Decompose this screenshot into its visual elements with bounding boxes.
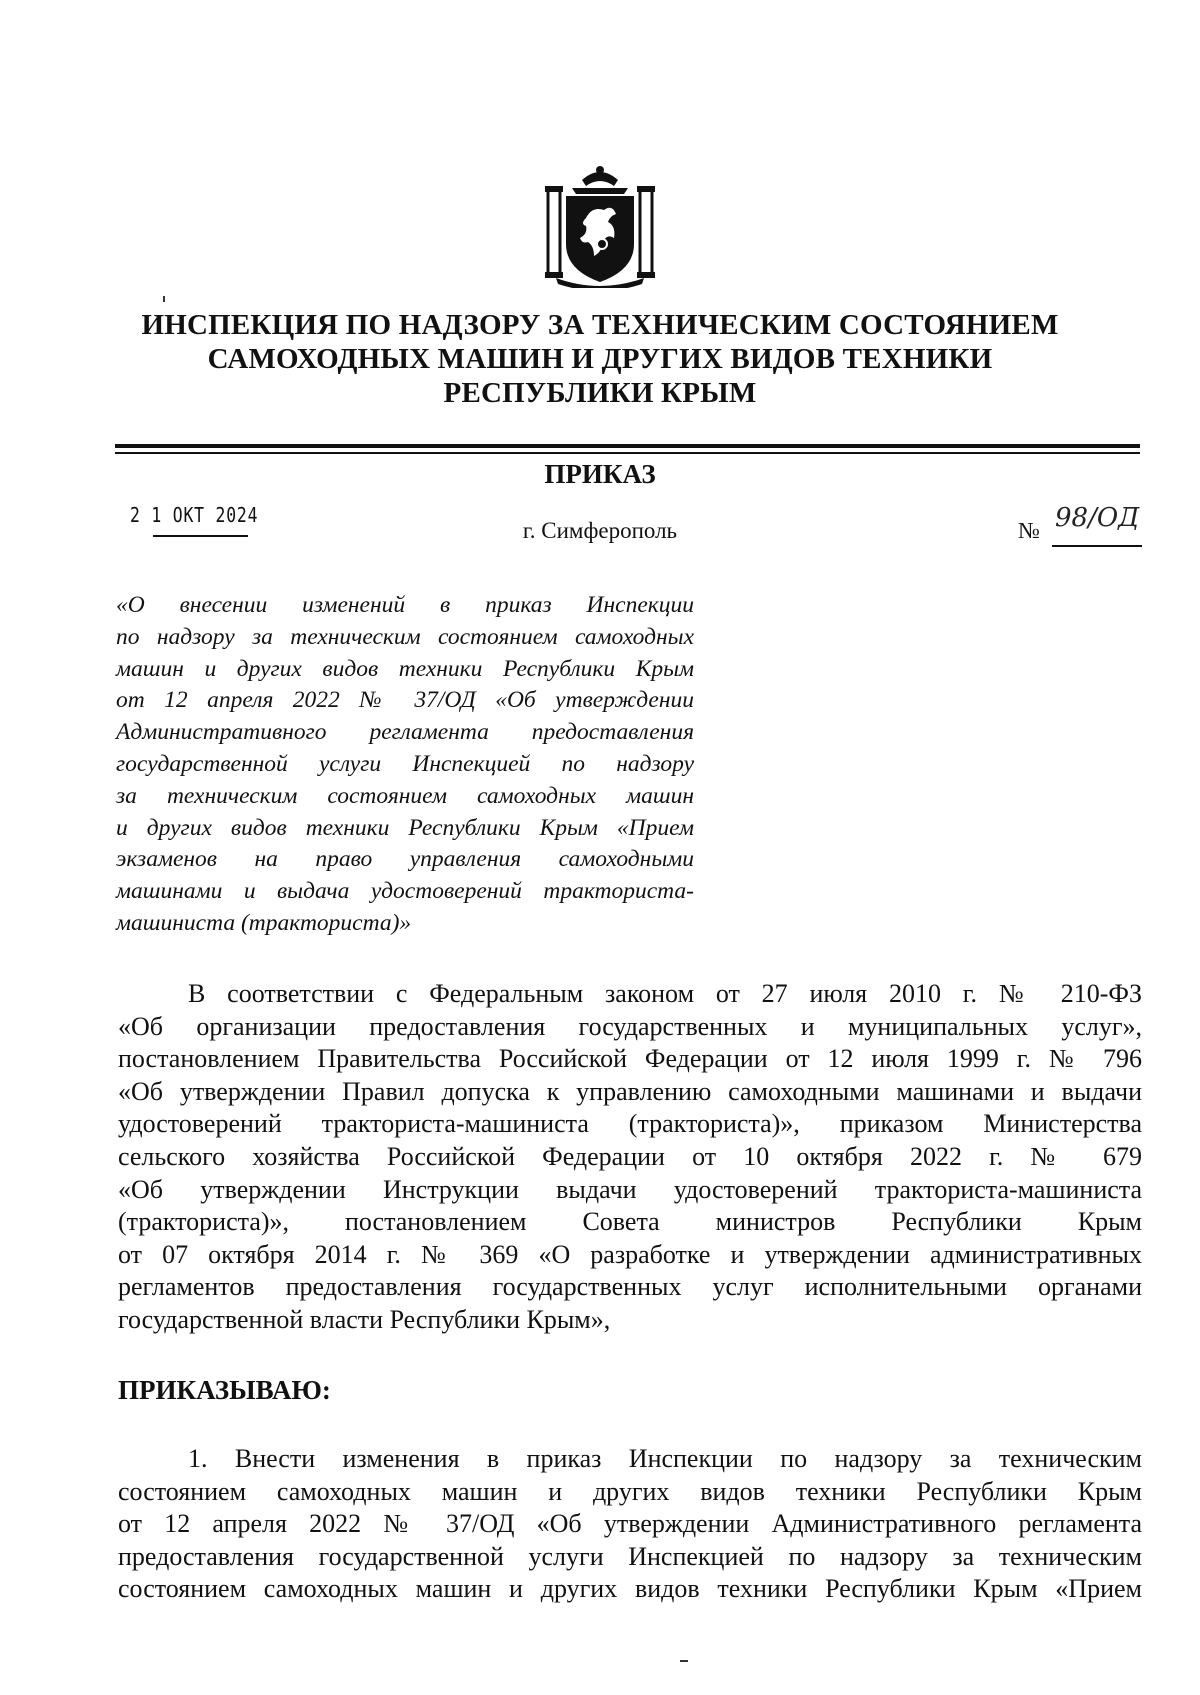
item-1-line: состоянием самоходных машин и других видов техники Республики Крым — [118, 1476, 1142, 1506]
preamble-line: (тракториста)», постановлением Совета министров Республики Крым — [118, 1207, 1142, 1237]
date-stamp: 2 1 ОКТ 2024 — [130, 503, 259, 527]
organization-title-line: САМОХОДНЫХ МАШИН И ДРУГИХ ВИДОВ ТЕХНИКИ — [207, 343, 993, 375]
preamble-line: В соответствии с Федеральным законом от 27 июля 2010 г. № 210-ФЗ — [188, 979, 1142, 1008]
number-underline — [1052, 545, 1142, 547]
preamble-line: сельского хозяйства Российской Федерации от 10 октября 2022 г. № 679 — [118, 1141, 1142, 1171]
coat-of-arms-icon — [542, 160, 658, 288]
subject-line: машин и других видов техники Республики Крым — [116, 655, 694, 682]
item-1-line: от 12 апреля 2022 № 37/ОД «Об утверждении Административного регламента — [118, 1509, 1142, 1539]
preamble-line: постановлением Правительства Российской Федерации от 12 июля 1999 г. № 796 — [118, 1044, 1142, 1074]
preamble-paragraph — [118, 978, 1142, 1337]
scan-mark — [163, 296, 165, 302]
organization-title — [120, 308, 1080, 410]
subject-line: и других видов техники Республики Крым «Прием — [116, 814, 694, 841]
subject-line: за техническим состоянием самоходных машин — [116, 782, 694, 809]
preamble-line: государственной власти Республики Крым», — [118, 1304, 611, 1334]
page-mark — [680, 1660, 688, 1662]
preamble-line: от 07 октября 2014 г. № 369 «О разработке и утверждении административных — [118, 1239, 1142, 1269]
preamble-line: «Об утверждении Инструкции выдачи удостоверений тракториста-машиниста — [118, 1174, 1142, 1204]
subject-line: «О внесении изменений в приказ Инспекции — [116, 592, 694, 618]
number-label: № — [1018, 518, 1040, 543]
document-type: ПРИКАЗ — [544, 459, 656, 489]
item-1-paragraph — [118, 1443, 1142, 1606]
item-1-line: состоянием самоходных машин и других видов техники Республики Крым «Прием — [118, 1574, 1142, 1604]
subject-line: от 12 апреля 2022 № 37/ОД «Об утверждении — [116, 687, 694, 714]
item-1-line: предоставления государственной услуги Инспекцией по надзору за техническим — [118, 1541, 1142, 1571]
header-divider-thin — [115, 452, 1140, 454]
organization-title-line: РЕСПУБЛИКИ КРЫМ — [443, 377, 757, 409]
subject-line: Административного регламента предоставления — [116, 719, 694, 746]
subject-line: машинами и выдача удостоверений тракториста- — [116, 878, 694, 905]
subject-line: по надзору за техническим состоянием самоходных — [116, 623, 694, 650]
subject-block — [116, 590, 694, 940]
city: г. Симферополь — [522, 518, 678, 543]
subject-line: машиниста (тракториста)» — [116, 909, 412, 936]
order-heading: ПРИКАЗЫВАЮ: — [118, 1375, 331, 1405]
preamble-line: «Об утверждении Правил допуска к управлению самоходными машинами и выдачи — [118, 1076, 1142, 1106]
preamble-line: «Об организации предоставления государственных и муниципальных услуг», — [118, 1011, 1142, 1041]
subject-line: экзаменов на право управления самоходными — [116, 846, 694, 873]
subject-line: государственной услуги Инспекцией по надзору — [116, 750, 694, 777]
item-1-line: 1. Внести изменения в приказ Инспекции по надзору за техническим — [188, 1444, 1142, 1473]
organization-title-line: ИНСПЕКЦИЯ ПО НАДЗОРУ ЗА ТЕХНИЧЕСКИМ СОСТОЯНИЕМ — [141, 309, 1059, 341]
preamble-line: регламентов предоставления государственных услуг исполнительными органами — [118, 1272, 1142, 1302]
header-divider — [115, 444, 1140, 448]
preamble-line: удостоверений тракториста-машиниста (тракториста)», приказом Министерства — [118, 1109, 1142, 1139]
handwritten-number: 98/ОД — [1055, 503, 1140, 533]
